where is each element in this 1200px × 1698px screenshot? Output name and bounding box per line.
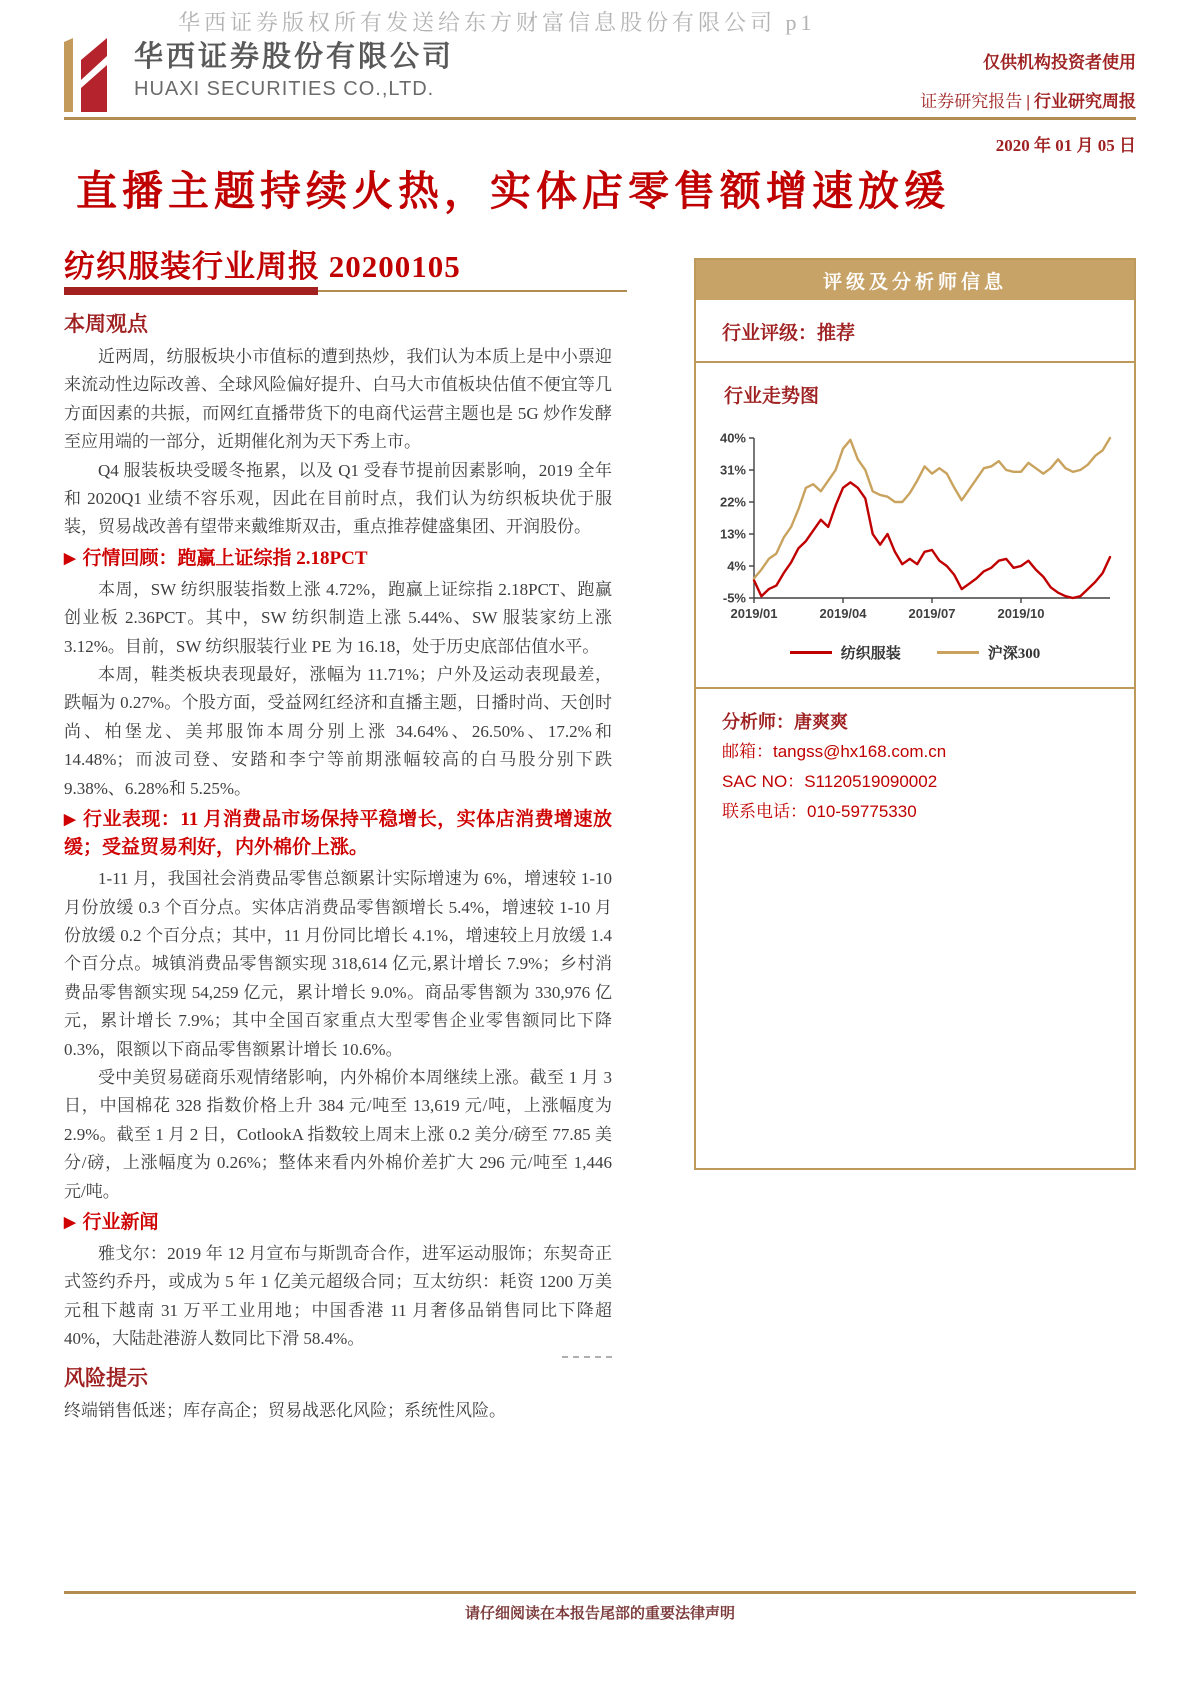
analyst-label: 分析师： [722,712,794,732]
sac-label: SAC NO： [722,772,805,791]
svg-text:2019/10: 2019/10 [997,606,1045,621]
analyst-sac-line [722,767,1108,797]
panel-title: 评级及分析师信息 [696,260,1134,300]
company-name-cn: 华西证券股份有限公司 [134,41,455,73]
heading-label: 行业表现：11 月消费品市场保持平稳增长，实体店消费增速放缓；受益贸易利好，内外棉价上涨。 [64,809,612,859]
analyst-phone-line [722,797,1108,827]
svg-text:2019/01: 2019/01 [730,606,778,621]
paragraph: 近两周，纺服板块小市值标的遭到热炒，我们认为本质上是中小票迎来流动性边际改善、全球风险偏好提升、白马大市值板块估值不便宜等几方面因素的共振，而网红直播带货下的电商代运营主题也是 5G 炒作发酵至应用端的一部分，近期催化剂为天下秀上市。 [64,347,612,452]
paragraph: Q4 服装板块受暖冬拖累，以及 Q1 受春节提前因素影响，2019 全年和 2020Q1 业绩不容乐观，因此在目前时点，我们认为纺织板块优于服装，贸易战改善有望带来戴维斯双击，重点推荐健盛集团、开润股份。 [64,460,612,537]
audience-notice: 仅供机构投资者使用 [983,53,1136,72]
email-label: 邮箱： [722,742,773,761]
section-heading-risk: 风险提示 [64,1365,148,1390]
chart-title: 行业走势图 [724,386,820,407]
company-logo-block [64,36,454,112]
legend-line-swatch [790,651,832,654]
report-date: 2020 年 01 月 05 日 [995,136,1136,155]
header-divider [64,117,1136,120]
section-heading-market-review [64,545,612,573]
legend-line-swatch [937,651,979,654]
phone-value: 010-59775330 [807,802,917,821]
heading-label: 行业新闻 [82,1211,159,1233]
legend-item-hs300 [937,642,1041,663]
huaxi-logo-icon [64,36,122,112]
company-name-block [134,36,454,101]
svg-text:22%: 22% [719,494,746,510]
analyst-section [696,689,1134,1168]
rating-value: 推荐 [817,323,856,344]
svg-text:2019/07: 2019/07 [908,606,956,621]
arrow-icon: ▶ [64,1214,76,1231]
section-heading-weekly-view: 本周观点 [64,312,148,336]
paragraph: 本周，鞋类板块表现最好，涨幅为 11.71%；户外及运动表现最差，跌幅为 0.27%。个股方面，受益网红经济和直播主题，日播时尚、天创时尚、柏堡龙、美邦服饰本周分别上涨 34.64%、26.50%、17.2%和 14.48%；而波司登、安踏和李宁等前期涨幅较高的白马股分别下跌 9.38%、6.28%和 5.25%。 [64,665,612,798]
svg-text:2019/04: 2019/04 [819,606,867,621]
heading-label: 行情回顾：跑赢上证综指 2.18PCT [82,547,368,569]
watermark-text: 华西证券版权所有发送给东方财富信息股份有限公司 p1 [178,10,816,35]
phone-label: 联系电话： [722,802,807,821]
paragraph: 受中美贸易磋商乐观情绪影响，内外棉价本周继续上涨。截至 1 月 3 日，中国棉花 328 指数价格上升 384 元/吨至 13,619 元/吨，上涨幅度为 2.9%。截至 1 月 2 日，CotlookA 指数较上周末上涨 0.2 美分/磅至 77.85 美分/磅，上涨幅度为 0.26%；整体来看内外棉价差扩大 296 元/吨至 1,446 元/吨。 [64,1067,612,1201]
svg-text:13%: 13% [719,526,746,542]
risk-heading-row [64,1354,612,1397]
report-type-line [920,87,1136,112]
legend-item-textile [790,642,901,663]
svg-text:4%: 4% [727,558,746,574]
analyst-email-line [722,737,1108,767]
pipe-separator: | [1026,92,1030,111]
main-content-column [64,300,612,1425]
footer-disclaimer: 请仔细阅读在本报告尾部的重要法律声明 [464,1606,735,1622]
email-value: tangss@hx168.com.cn [773,742,947,761]
footer-divider [64,1591,1136,1594]
company-name-en: HUAXI SECURITIES CO.,LTD. [134,78,435,100]
subtitle-gold-line [318,290,627,292]
paragraph: 1-11 月，我国社会消费品零售总额累计实际增速为 6%，增速较 1-10 月份放缓 0.3 个百分点。实体店消费品零售额增长 5.4%，增速较 1-10 月份放缓 0.2 个百分点；其中，11 月份同比增长 4.1%，增速较上月放缓 1.4 个百分点。城镇消费品零售额实现 318,614 亿元,累计增长 7.9%；乡村消费品零售额实现 54,259 亿元，累计增长 9.0%。商品零售额为 330,976 亿元，累计增长 7.9%；其中全国百家重点大型零售企业零售额同比下降 0.3%，限额以下商品零售额累计增长 10.6%。 [64,869,612,1059]
page-title: 直播主题持续火热，实体店零售额增速放缓 [76,168,950,214]
header-right-block [920,48,1136,112]
rating-section [696,300,1134,363]
legend-label: 纺织服装 [840,646,901,662]
industry-rating [722,318,1108,345]
analyst-name: 唐爽爽 [794,712,848,732]
svg-text:-5%: -5% [722,590,746,606]
svg-text:40%: 40% [719,430,746,446]
section-heading-industry-news [64,1209,612,1237]
report-type-left: 证券研究报告 [920,92,1023,111]
analyst-name-line [722,707,1108,737]
dashed-divider [562,1356,612,1358]
sac-value: S1120519090002 [804,772,938,791]
rating-label: 行业评级： [722,323,818,344]
rating-analyst-panel [694,258,1136,1170]
page-subtitle: 纺织服装行业周报 20200105 [64,249,461,284]
industry-chart [696,363,1134,689]
chart-legend [710,642,1120,663]
paragraph: 雅戈尔：2019 年 12 月宣布与斯凯奇合作，进军运动服饰；东契奇正式签约乔丹，或成为 5 年 1 亿美元超级合同；互太纺织：耗资 1200 万美元租下越南 31 万平工业用地；中国香港 11 月奢侈品销售同比下降超 40%，大陆赴港游人数同比下滑 58.4%。 [64,1243,612,1349]
trend-chart [710,424,1120,638]
paragraph: 终端销售低迷；库存高企；贸易战恶化风险；系统性风险。 [64,1400,506,1420]
legend-label: 沪深300 [987,646,1041,662]
svg-text:31%: 31% [719,462,746,478]
arrow-icon: ▶ [64,812,77,829]
report-type-right: 行业研究周报 [1034,92,1136,111]
section-heading-industry-performance [64,806,612,862]
arrow-icon: ▶ [64,550,76,567]
paragraph: 本周，SW 纺织服装指数上涨 4.72%，跑赢上证综指 2.18PCT、跑赢创业板 2.36PCT。其中，SW 纺织制造上涨 5.44%、SW 服装家纺上涨 3.12%。目前，SW 纺织服装行业 PE 为 16.18，处于历史底部估值水平。 [64,579,612,656]
subtitle-red-bar [64,287,318,295]
